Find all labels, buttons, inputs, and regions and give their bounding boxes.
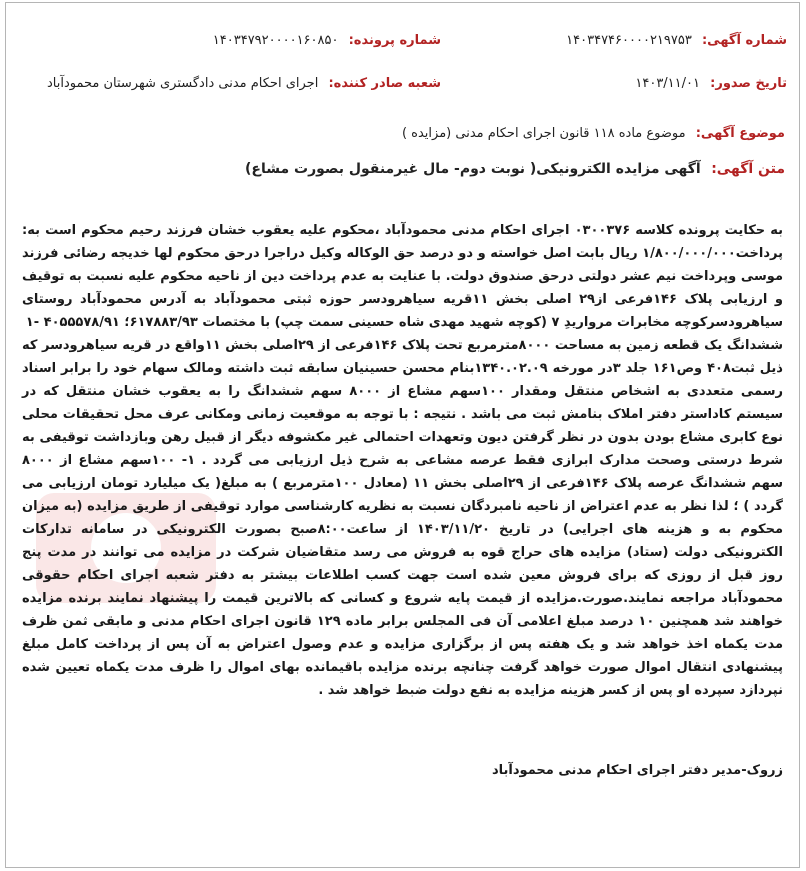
ad-number-label: شماره آگهی:: [701, 33, 787, 48]
issue-date: [635, 76, 787, 91]
case-number-label: شماره پرونده:: [348, 33, 441, 48]
issuing-branch: [47, 76, 441, 91]
issue-date-label: تاریخ صدور:: [710, 76, 787, 91]
branch-value: اجرای احکام مدنی دادگستری شهرستان محمودآباد: [46, 76, 319, 91]
signature: زروک-مدیر دفتر اجرای احکام مدنی محمودآباد: [491, 763, 783, 778]
branch-label: شعبه صادر کننده:: [328, 76, 441, 91]
ad-text-title: [245, 161, 785, 177]
ad-text-value: آگهی مزایده الکترونیکی( نوبت دوم- مال غیرمنقول بصورت مشاع): [245, 161, 701, 177]
case-number-value: ۱۴۰۳۴۷۹۲۰۰۰۰۱۶۰۸۵۰: [212, 33, 339, 48]
notice-frame: [5, 2, 800, 868]
ad-number: [566, 33, 787, 48]
notice-body: [22, 219, 783, 702]
body-paragraph-2: ششدانگ یک قطعه زمین به مساحت ۸۰۰۰مترمربع تحت پلاک ۱۴۶فرعی از ۲۹اصلی بخش ۱۱واقع در قریه سیاهرودسر که ذیل ثبت۴۰۸ وص۱۶۱ جلد ۳در مورخه ۱۳۴۰.۰۲.۰۹بنام محسن حسینیان سابقه ثبت داشته ومالک سهام خود را برابر اسناد رسمی متعددی به اشخاص منتقل ومقدار ۱۰۰سهم مشاع از ۸۰۰۰ سهم ششدانگ را به یعقوب خشان منتقل که در سیستم کاداستر دفتر املاک بنامش ثبت می باشد . نتیجه : با توجه به موقعیت زمانی ومکانی عرف محل تحقیقات محلی نوع کابری مشاع بودن بدون در نظر گرفتن دیون وتعهدات احتمالی غیر مکشوفه دیگر از قبیل رهن وبازداشت توقیفی به شرط درستی وصحت مدارک ابرازی فقط عرصه مشاعی به شرح ذیل ارزیابی می گردد . ۱- ۱۰۰سهم مشاع از ۸۰۰۰ سهم ششدانگ عرصه پلاک ۱۴۶فرعی از ۲۹اصلی بخش ۱۱ (معادل ۱۰۰مترمربع ) به مبلغ( یک میلیارد تومان ارزیابی می گردد ) ؛ لذا نظر به عدم اعتراض از ناحیه نامبردگان نسبت به نظریه کارشناسی موارد توقیفی از طریق مزایده (به میزان محکوم به و هزینه های اجرایی) در تاریخ ۱۴۰۳/۱۱/۲۰ از ساعت۸:۰۰صبح بصورت الکترونیکی در سامانه تدارکات الکترونیکی دولت (ستاد) مزایده های حراج قوه به فروش می رسد متقاضیان شرکت در مزایده می توانند در مدت پنج روز قبل از روزی که برای فروش معین شده است جهت کسب اطلاعات بیشتر به دفتر شعبه اجرای احکام حقوقی محمودآباد مراجعه نمایند.صورت.مزایده از قیمت پایه شروع و کسانی که بالاترین قیمت را پیشنهاد نمایند برنده مزایده خواهند شد همچنین ۱۰ درصد مبلغ اعلامی آن فی المجلس برابر ماده ۱۲۹ قانون اجرای احکام مدنی و مابقی ثمن ظرف مدت یکماه اخذ خواهد شد و یک هفته پس از برگزاری مزایده و عدم وصول اعتراض به آن پس از پرداخت کامل مبلغ پیشنهادی انتقال اموال صورت خواهد گرفت چنانچه برنده مزایده باقیمانده بهای اموال را ظرف مدت یکماه تعیین شده نپردازد سپرده او پس از کسر هزینه مزایده به نفع دولت ضبط خواهد شد .: [22, 338, 784, 698]
ad-text-label: متن آگهی:: [711, 161, 785, 177]
ad-number-value: ۱۴۰۳۴۷۴۶۰۰۰۰۲۱۹۷۵۳: [566, 33, 692, 48]
body-paragraph-1: به حکایت پرونده کلاسه ۰۳۰۰۳۷۶ اجرای احکام مدنی محمودآباد ،محکوم علیه یعقوب خشان فرزند رحیم محکوم است به: پرداخت۱/۸۰۰/۰۰۰/۰۰۰ ریال بابت اصل خواسته و دو درصد حق الوکاله وکیل دراجرا درحق محکوم لها خدیجه رضائی فرزند موسی وپرداخت نیم عشر دولتی درحق صندوق دولت. با عنایت به عدم پرداخت دین از ناحیه محکوم علیه نسبت به توقیف و ارزیابی پلاک ۱۴۶فرعی از۲۹ اصلی بخش ۱۱قریه سیاهرودسر حوزه ثبتی محمودآباد به آدرس محمودآباد روستای سیاهرودسرکوچه مخابرات مرواریدِ ۷ (کوچه شهید مهدی شاه حسینی سمت چپ) با مختصات ۶۱۷۸۸۳/۹۳؛ ۴۰۵۵۵۷۸/۹۱ -۱: [22, 223, 783, 330]
case-number: [213, 33, 441, 48]
issue-date-value: ۱۴۰۳/۱۱/۰۱: [635, 76, 700, 91]
subject-value: موضوع ماده ۱۱۸ قانون اجرای احکام مدنی (مزایده ): [401, 126, 686, 141]
subject-label: موضوع آگهی:: [695, 126, 785, 141]
subject: [402, 126, 785, 141]
